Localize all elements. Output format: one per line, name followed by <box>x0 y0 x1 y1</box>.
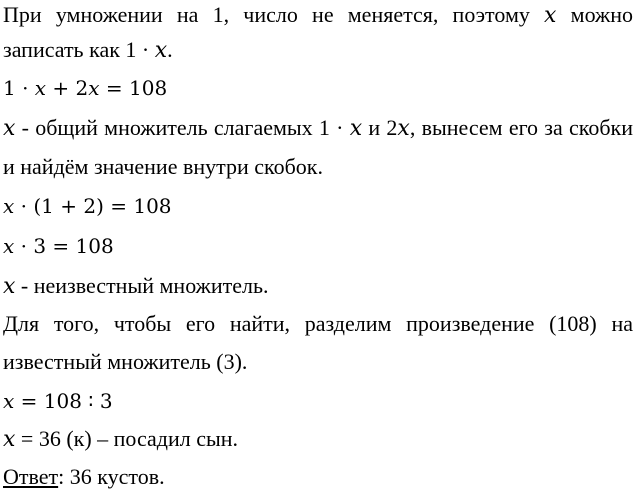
text-line-4: 𝑥 - общий множитель слагаемых 1 · 𝑥 и 2𝑥, вынесем его за скобки <box>3 115 633 140</box>
answer-text: : 36 кустов. <box>58 464 165 489</box>
text-line-9: Для того, чтобы его найти, разделим произведение (108) на <box>3 311 633 336</box>
text-line-2: записать как 1 · 𝑥. <box>3 37 173 62</box>
answer-line <box>3 464 165 490</box>
text-line-5: и найдём значение внутри скобок. <box>3 154 323 179</box>
text-line-8: 𝑥 - неизвестный множитель. <box>3 273 269 298</box>
answer-label: Ответ <box>3 464 59 489</box>
equation-5: 𝑥 = 36 (к) – посадил сын. <box>3 426 239 451</box>
equation-4: 𝑥 = 108 ∶ 3 <box>3 389 113 413</box>
equation-3: 𝑥 · 3 = 108 <box>3 234 114 258</box>
equation-2: 𝑥 · (1 + 2) = 108 <box>3 194 172 218</box>
equation-1: 1 · 𝑥 + 2𝑥 = 108 <box>3 76 168 100</box>
text-line-10: известный множитель (3). <box>3 349 248 374</box>
text-line-1: При умножении на 1, число не меняется, поэтому 𝑥 можно <box>3 2 633 27</box>
